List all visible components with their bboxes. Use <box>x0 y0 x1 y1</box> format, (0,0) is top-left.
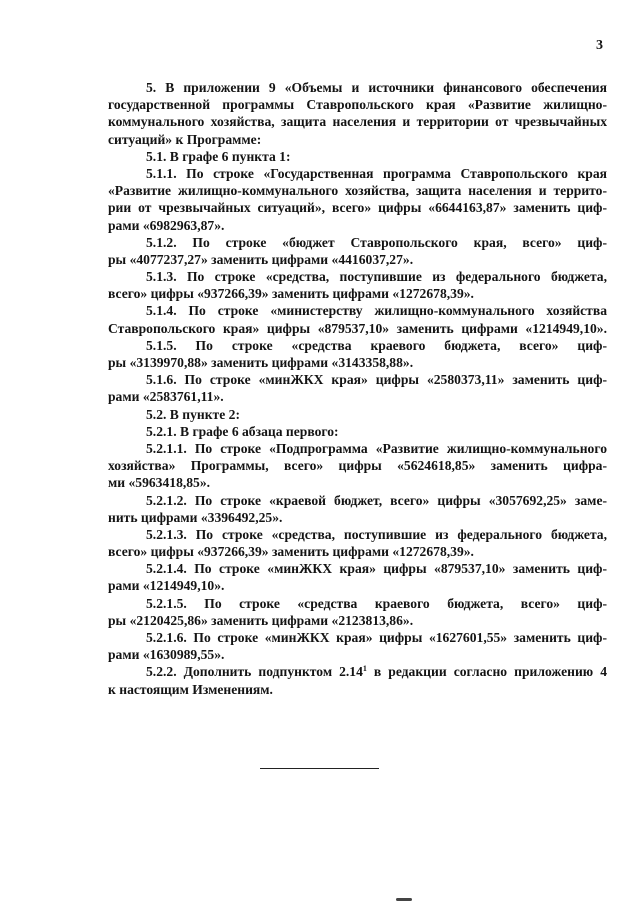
line-text: Ставропольского края» цифры «879537,10» заменить цифрами «1214949,10». <box>108 320 607 336</box>
line-text: рами «6982963,87». <box>108 217 225 233</box>
text-line <box>108 595 607 612</box>
line-text: рами «1214949,10». <box>108 578 225 594</box>
line-text: 5.2.1.4. По строке «минЖКХ края» цифры «879537,10» заменить циф- <box>146 561 607 577</box>
line-text-continued: в редакции согласно приложению 4 <box>366 664 607 680</box>
page-number: 3 <box>596 38 603 53</box>
superscript: 1 <box>362 664 367 674</box>
line-text: 5.2.1.2. По строке «краевой бюджет, всего» цифры «3057692,25» заме- <box>146 492 607 508</box>
line-text: 5. В приложении 9 «Объемы и источники финансового обеспечения <box>146 80 607 95</box>
text-line <box>108 440 607 457</box>
text-line <box>108 646 607 663</box>
text-line <box>108 302 607 319</box>
line-text: рами «1630989,55». <box>108 647 225 663</box>
line-text: ры «4077237,27» заменить цифрами «4416037,27». <box>108 251 414 267</box>
line-text: 5.2. В пункте 2: <box>146 406 240 422</box>
line-text: всего» цифры «937266,39» заменить цифрами «1272678,39». <box>108 544 474 560</box>
text-line <box>108 217 607 234</box>
separator-line <box>260 768 379 769</box>
text-line <box>108 234 607 251</box>
text-line <box>108 354 607 371</box>
text-line <box>108 560 607 577</box>
line-text: 5.2.1.5. По строке «средства краевого бюджета, всего» циф- <box>146 595 607 611</box>
line-text: 5.2.1.1. По строке «Подпрограмма «Развитие жилищно-коммунального <box>146 440 607 456</box>
line-text: 5.1.2. По строке «бюджет Ставропольского края, всего» циф- <box>146 234 607 250</box>
text-line <box>108 113 607 130</box>
text-line <box>108 165 607 182</box>
text-line <box>108 285 607 302</box>
text-line <box>108 251 607 268</box>
text-line <box>108 388 607 405</box>
line-text: 5.2.2. Дополнить подпунктом 2.14 <box>146 664 363 680</box>
line-text: ры «2120425,86» заменить цифрами «2123813,86». <box>108 612 414 628</box>
line-text: коммунального хозяйства, защита населения и территории от чрезвычайных <box>108 114 607 130</box>
line-text: 5.2.1.6. По строке «минЖКХ края» цифры «1627601,55» заменить циф- <box>146 630 607 645</box>
text-line <box>108 526 607 543</box>
line-text: хозяйства» Программы, всего» цифры «5624618,85» заменить цифра- <box>108 458 607 474</box>
scan-mark <box>396 898 412 901</box>
line-text: 5.2.1.3. По строке «средства, поступившие из федерального бюджета, <box>146 526 607 542</box>
line-text: всего» цифры «937266,39» заменить цифрами «1272678,39». <box>108 286 474 302</box>
text-line <box>108 457 607 474</box>
text-line <box>108 543 607 560</box>
text-line <box>108 423 607 440</box>
text-line <box>108 577 607 594</box>
text-line <box>108 131 607 148</box>
text-line <box>108 406 607 423</box>
line-text: 5.1.4. По строке «министерству жилищно-коммунального хозяйства <box>146 303 607 319</box>
text-line <box>108 148 607 165</box>
line-text: 5.2.1. В графе 6 абзаца первого: <box>146 423 339 439</box>
line-text: рии от чрезвычайных ситуаций», всего» цифры «6644163,87» заменить циф- <box>108 200 607 216</box>
line-text: рами «2583761,11». <box>108 389 224 405</box>
text-line <box>108 681 607 698</box>
text-line <box>108 79 607 96</box>
text-line <box>108 337 607 354</box>
document-body <box>108 79 607 698</box>
text-line <box>108 629 607 646</box>
line-text: ситуаций» к Программе: <box>108 131 262 147</box>
line-text: к настоящим Изменениям. <box>108 681 273 697</box>
line-text: ры «3139970,88» заменить цифрами «3143358,88». <box>108 355 414 370</box>
line-text: 5.1.3. По строке «средства, поступившие из федерального бюджета, <box>146 269 607 285</box>
text-line <box>108 371 607 388</box>
line-text: ми «5963418,85». <box>108 475 211 491</box>
text-line <box>108 509 607 526</box>
text-line <box>108 182 607 199</box>
line-text: «Развитие жилищно-коммунального хозяйства, защита населения и террито- <box>108 183 607 199</box>
line-text: 5.1.1. По строке «Государственная программа Ставропольского края <box>146 165 607 181</box>
text-line <box>108 492 607 509</box>
text-line <box>108 199 607 216</box>
text-line <box>108 474 607 491</box>
line-text: 5.1.5. По строке «средства краевого бюджета, всего» циф- <box>146 337 607 353</box>
text-line <box>108 268 607 285</box>
line-text: государственной программы Ставропольского края «Развитие жилищно- <box>108 97 607 113</box>
text-line <box>108 663 607 680</box>
text-line <box>108 320 607 337</box>
line-text: 5.1.6. По строке «минЖКХ края» цифры «2580373,11» заменить циф- <box>146 372 607 388</box>
line-text: нить цифрами «3396492,25». <box>108 509 283 525</box>
text-line <box>108 96 607 113</box>
text-line <box>108 612 607 629</box>
line-text: 5.1. В графе 6 пункта 1: <box>146 148 291 164</box>
